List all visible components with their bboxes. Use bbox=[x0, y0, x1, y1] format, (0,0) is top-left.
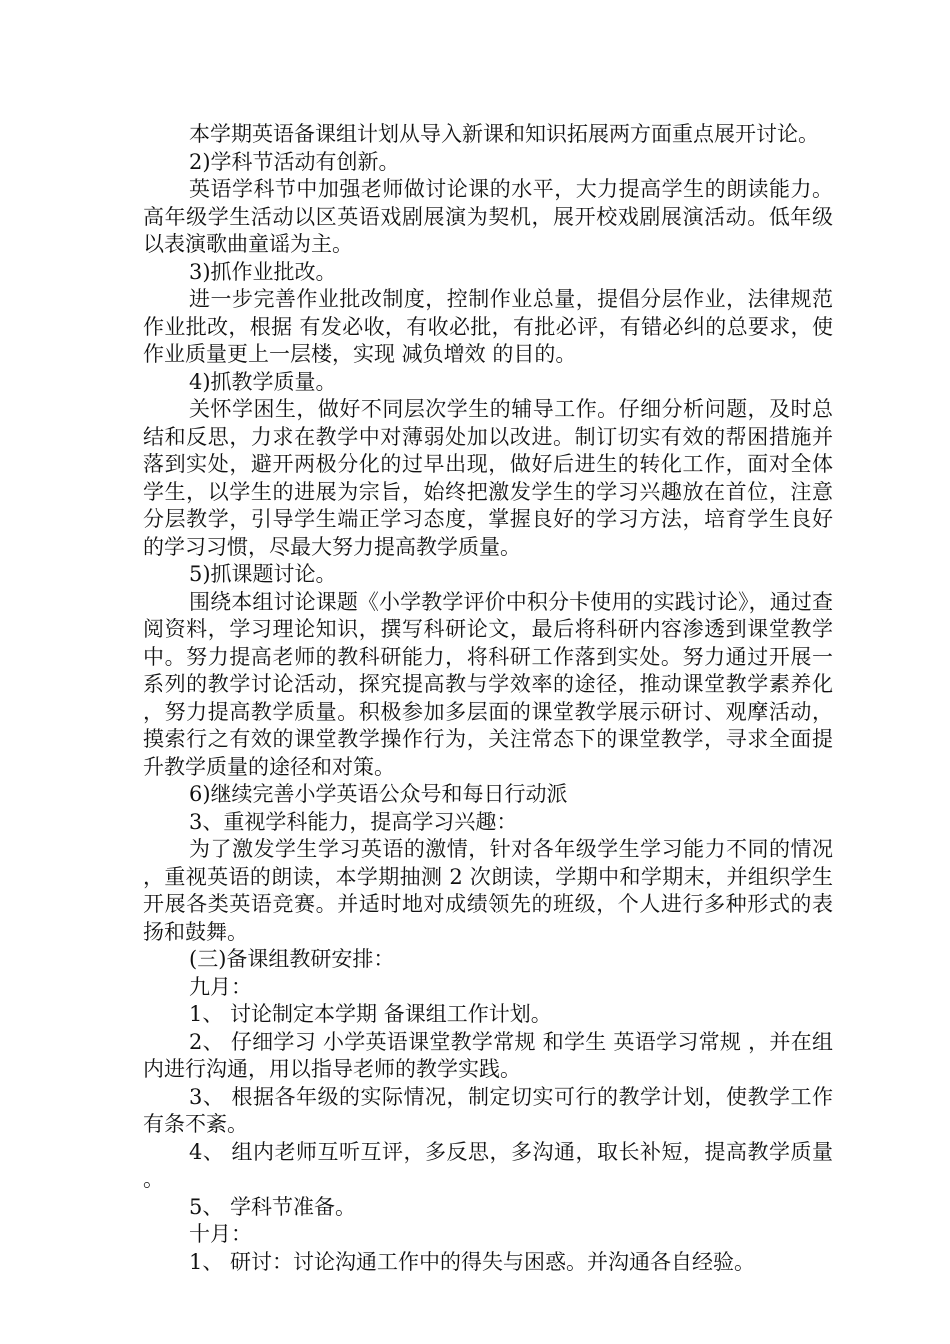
document-body bbox=[143, 121, 833, 1276]
paragraph: 英语学科节中加强老师做讨论课的水平，大力提高学生的朗读能力。高年级学生活动以区英语戏剧展演为契机，展开校戏剧展演活动。低年级以表演歌曲童谣为主。 bbox=[143, 177, 833, 256]
paragraph: 3、 根据各年级的实际情况，制定切实可行的教学计划，使教学工作有条不紊。 bbox=[143, 1084, 833, 1136]
paragraph: 1、 研讨：讨论沟通工作中的得失与困惑。并沟通各自经验。 bbox=[189, 1249, 756, 1274]
paragraph: 4)抓教学质量。 bbox=[189, 369, 337, 394]
paragraph: (三)备课组教研安排： bbox=[189, 947, 395, 971]
paragraph: 关怀学困生，做好不同层次学生的辅导工作。仔细分析问题，及时总结和反思，力求在教学中对薄弱处加以改进。制订切实有效的帮困措施并落到实处，避开两极分化的过早出现，做好后进生的转化工作，面对全体学生，以学生的进展为宗旨，始终把激发学生的学习兴趣放在首位，注意分层教学，引导学生端正学习态度，掌握良好的学习方法，培育学生良好的学习习惯，尽最大努力提高教学质量。 bbox=[143, 397, 833, 559]
paragraph: 2)学科节活动有创新。 bbox=[189, 149, 400, 174]
paragraph: 6)继续完善小学英语公众号和每日行动派 bbox=[189, 782, 568, 806]
paragraph: 九月： bbox=[189, 974, 252, 999]
paragraph: 1、 讨论制定本学期 备课组工作计划。 bbox=[189, 1002, 552, 1026]
paragraph: 进一步完善作业批改制度，控制作业总量，提倡分层作业，法律规范作业批改，根据 有发必收，有收必批，有批必评，有错必纠的总要求，使作业质量更上一层楼，实现 减负增效 的目的。 bbox=[143, 287, 833, 366]
paragraph: 5)抓课题讨论。 bbox=[189, 562, 337, 586]
paragraph: 2、 仔细学习 小学英语课堂教学常规 和学生 英语学习常规 ，并在组内进行沟通，用以指导老师的教学实践。 bbox=[143, 1029, 833, 1081]
paragraph: 3)抓作业批改。 bbox=[189, 259, 337, 284]
paragraph: 围绕本组讨论课题《小学教学评价中积分卡使用的实践讨论》，通过查阅资料，学习理论知识，撰写科研论文，最后将科研内容渗透到课堂教学中。努力提高老师的教科研能力，将科研工作落到实处。努力通过开展一系列的教学讨论活动，探究提高教与学效率的途径，推动课堂教学素养化，努力提高教学质量。积极参加多层面的课堂教学展示研讨、观摩活动，摸索行之有效的课堂教学操作行为，关注常态下的课堂教学，寻求全面提升教学质量的途径和对策。 bbox=[143, 589, 833, 779]
paragraph: 本学期英语备课组计划从导入新课和知识拓展两方面重点展开讨论。 bbox=[189, 122, 819, 146]
paragraph: 4、 组内老师互听互评，多反思，多沟通，取长补短，提高教学质量。 bbox=[143, 1139, 833, 1191]
paragraph: 十月： bbox=[189, 1222, 252, 1246]
paragraph: 5、 学科节准备。 bbox=[189, 1194, 357, 1219]
paragraph: 为了激发学生学习英语的激情，针对各年级学生学习能力不同的情况，重视英语的朗读，本学期抽测 2 次朗读，学期中和学期末，并组织学生开展各类英语竞赛。并适时地对成绩领先的班级，个人进行多种形式的表扬和鼓舞。 bbox=[143, 837, 833, 944]
paragraph: 3、重视学科能力，提高学习兴趣： bbox=[189, 809, 518, 834]
